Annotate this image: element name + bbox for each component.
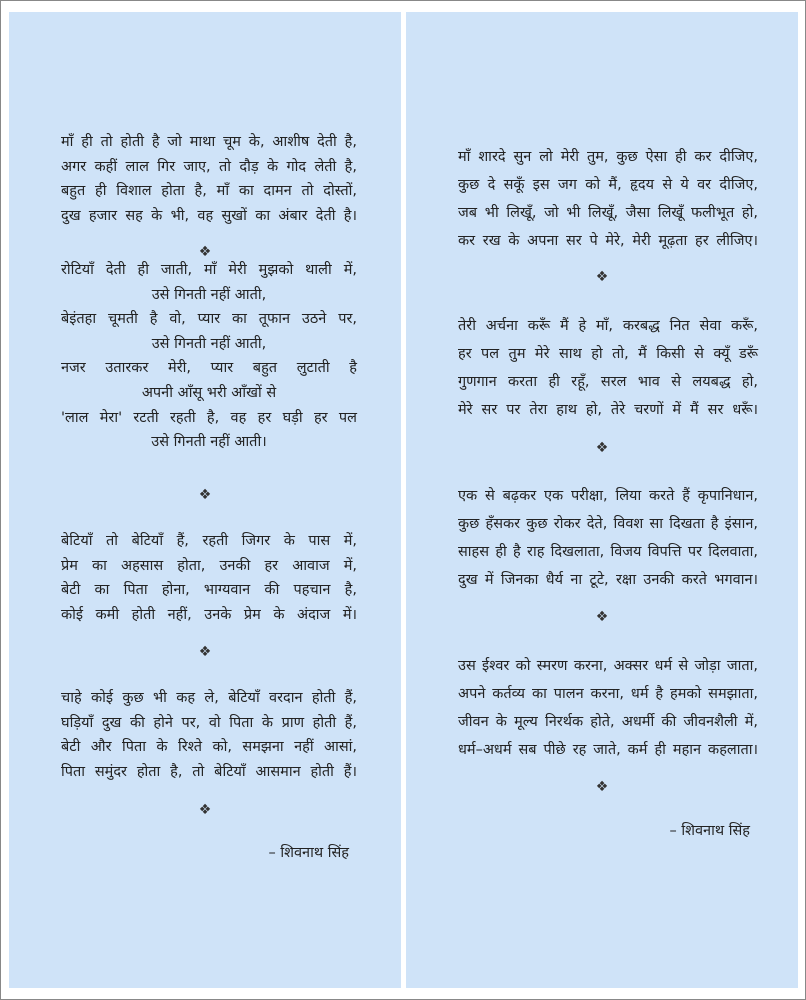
ornament-divider: ❖ bbox=[595, 779, 609, 795]
poem-line: एक से बढ़कर एक परीक्षा, लिया करते हैं कृपानिधान, bbox=[458, 488, 758, 504]
poem-line: कर रख के अपना सर पे मेरे, मेरी मूढ़ता हर लीजिए। bbox=[458, 233, 758, 249]
stanza bbox=[61, 686, 357, 784]
poet-signature: – शिवनाथ सिंह bbox=[669, 823, 750, 839]
poem-line: माँ ही तो होती है जो माथा चूम के, आशीष देती है, bbox=[61, 134, 357, 150]
poem-line: कोई कमी होती नहीं, उनके प्रेम के अंदाज में। bbox=[61, 606, 357, 623]
poem-line: मेरे सर पर तेरा हाथ हो, तेरे चरणों में मैं सर धरूँ। bbox=[458, 402, 758, 418]
poem-line: जब भी लिखूँ, जो भी लिखूँ, जैसा लिखूँ फलीभूत हो, bbox=[458, 205, 758, 221]
ornament-divider: ❖ bbox=[198, 644, 212, 660]
poem-line: घड़ियाँ दुख की होने पर, वो पिता के प्राण होती हैं, bbox=[61, 714, 357, 731]
poem-line: बेटियाँ तो बेटियाँ हैं, रहती जिगर के पास में, bbox=[61, 533, 357, 549]
poem-line: दुख हजार सह के भी, वह सुखों का अंबार देती है। bbox=[61, 207, 357, 224]
stanza bbox=[458, 482, 758, 594]
poem-line: हर पल तुम मेरे साथ हो तो, मैं किसी से क्यूँ डरूँ bbox=[458, 346, 758, 362]
stanza bbox=[61, 258, 357, 455]
stanza bbox=[61, 529, 357, 627]
poem-refrain: उसे गिनती नहीं आती। bbox=[151, 434, 267, 451]
ornament-divider: ❖ bbox=[198, 244, 212, 260]
ornament-divider: ❖ bbox=[198, 487, 212, 503]
poet-signature: – शिवनाथ सिंह bbox=[268, 845, 349, 861]
poem-line: पिता समुंदर होता है, तो बेटियाँ आसमान होती हैं। bbox=[61, 763, 357, 780]
poem-line: अपने कर्तव्य का पालन करना, धर्म है हमको समझाता, bbox=[458, 686, 758, 702]
poem-line: प्रेम का अहसास होता, उनकी हर आवाज में, bbox=[61, 557, 357, 574]
stanza bbox=[458, 143, 758, 255]
poem-line: नजर उतारकर मेरी, प्यार बहुत लुटाती है bbox=[61, 360, 357, 377]
poem-line: बेटी और पिता के रिश्ते को, समझना नहीं आसां, bbox=[61, 739, 357, 756]
poem-refrain: उसे गिनती नहीं आती, bbox=[151, 335, 267, 352]
poem-line: गुणगान करता ही रहूँ, सरल भाव से लयबद्ध हो, bbox=[458, 374, 758, 390]
poem-line: अगर कहीं लाल गिर जाए, तो दौड़ के गोद लेती है, bbox=[61, 158, 357, 175]
poem-refrain: उसे गिनती नहीं आती, bbox=[151, 286, 267, 303]
poem-line: कुछ दे सकूँ इस जग को मैं, हृदय से ये वर दीजिए, bbox=[458, 177, 758, 193]
ornament-divider: ❖ bbox=[595, 440, 609, 456]
poem-line: उस ईश्वर को स्मरण करना, अक्सर धर्म से जोड़ा जाता, bbox=[458, 658, 758, 674]
poem-line: रोटियाँ देती ही जाती, माँ मेरी मुझको थाली में, bbox=[61, 262, 357, 278]
ornament-divider: ❖ bbox=[198, 802, 212, 818]
right-poem-panel bbox=[406, 12, 798, 988]
poem-line: दुख में जिनका धैर्य ना टूटे, रक्षा उनकी करते भगवान। bbox=[458, 572, 758, 588]
poem-line: बेइंतहा चूमती है वो, प्यार का तूफान उठने पर, bbox=[61, 311, 357, 328]
poem-line: माँ शारदे सुन लो मेरी तुम, कुछ ऐसा ही कर दीजिए, bbox=[458, 149, 758, 165]
poem-line: धर्म–अधर्म सब पीछे रह जाते, कर्म ही महान कहलाता। bbox=[458, 742, 758, 758]
poem-line: 'लाल मेरा' रटती रहती है, वह हर घड़ी हर पल bbox=[61, 409, 357, 426]
stanza bbox=[458, 652, 758, 764]
stanza bbox=[61, 130, 357, 228]
poem-line: कुछ हँसकर कुछ रोकर देते, विवश सा दिखता है इंसान, bbox=[458, 516, 758, 532]
poem-line: तेरी अर्चना करूँ मैं हे माँ, करबद्ध नित सेवा करूँ, bbox=[458, 318, 758, 334]
left-poem-panel bbox=[9, 12, 401, 988]
ornament-divider: ❖ bbox=[595, 269, 609, 285]
poem-line: जीवन के मूल्य निरर्थक होते, अधर्मी की जीवनशैली में, bbox=[458, 714, 758, 730]
poem-line: बहुत ही विशाल होता है, माँ का दामन तो दोस्तों, bbox=[61, 183, 357, 200]
poem-line: साहस ही है राह दिखलाता, विजय विपत्ति पर दिलवाता, bbox=[458, 544, 758, 560]
stanza bbox=[458, 312, 758, 424]
ornament-divider: ❖ bbox=[595, 609, 609, 625]
poem-line: अपनी आँसू भरी आँखों से bbox=[141, 384, 277, 401]
poem-line: चाहे कोई कुछ भी कह ले, बेटियाँ वरदान होती हैं, bbox=[61, 690, 357, 706]
poem-line: बेटी का पिता होना, भाग्यवान की पहचान है, bbox=[61, 582, 357, 599]
